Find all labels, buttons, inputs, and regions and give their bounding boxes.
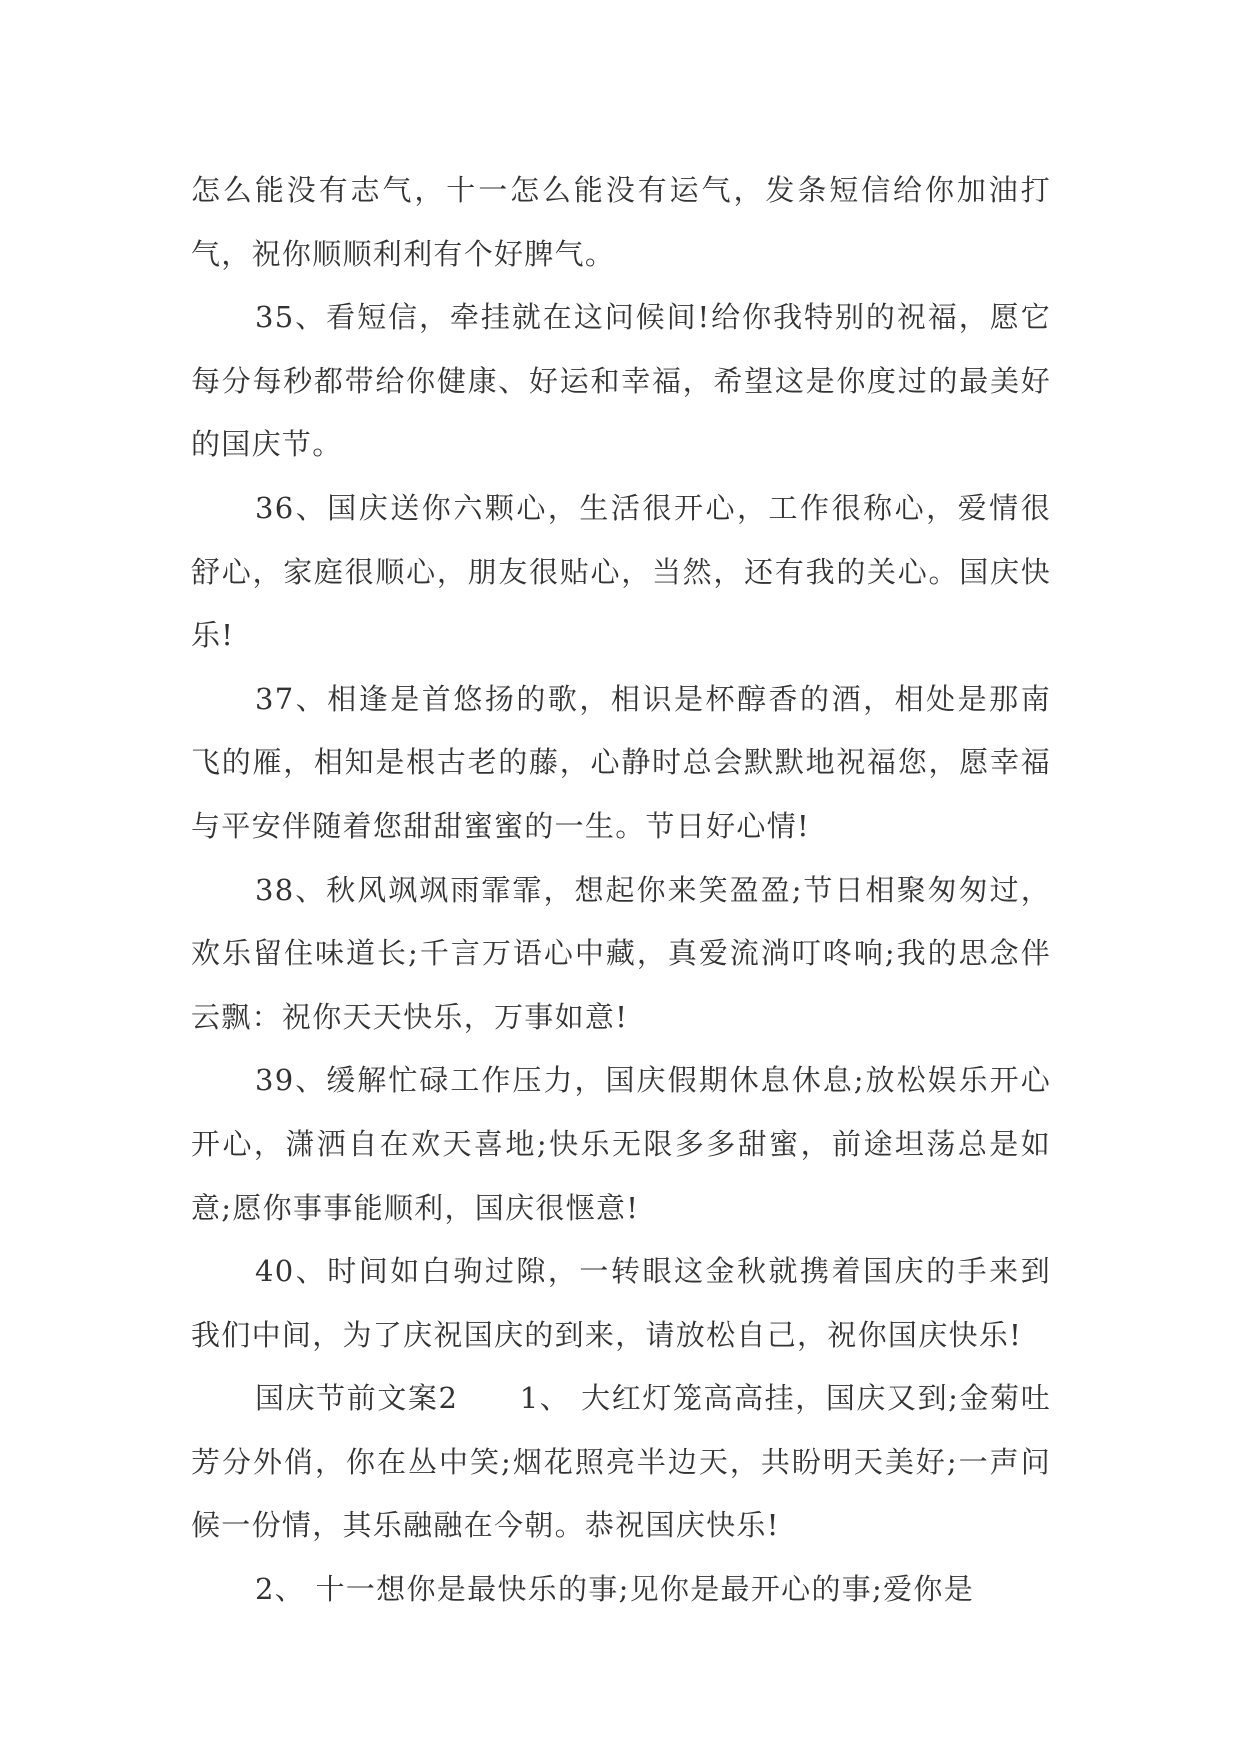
paragraph-continuation: 怎么能没有志气，十一怎么能没有运气，发条短信给你加油打气，祝你顺顺利利有个好脾气。 [191,173,1051,271]
paragraph-item-35: 35、看短信，牵挂就在这问候间!给你我特别的祝福，愿它每分每秒都带给你健康、好运和幸福，希望这是你度过的最美好的国庆节。 [191,300,1051,462]
paragraph-section-2-item-2: 2、 十一想你是最快乐的事;见你是最开心的事;爱你是 [255,1572,975,1607]
document-body [191,159,1051,1622]
paragraph-item-36: 36、国庆送你六颗心，生活很开心，工作很称心，爱情很舒心，家庭很顺心，朋友很贴心，当然，还有我的关心。国庆快乐! [191,490,1051,653]
paragraph-item-37: 37、相逢是首悠扬的歌，相识是杯醇香的酒，相处是那南飞的雁，相知是根古老的藤，心静时总会默默地祝福您，愿幸福与平安伴随着您甜甜蜜蜜的一生。节日好心情! [191,681,1051,843]
paragraph-item-38: 38、秋风飒飒雨霏霏，想起你来笑盈盈;节日相聚匆匆过，欢乐留住味道长;千言万语心中藏，真爱流淌叮咚响;我的思念伴云飘：祝你天天快乐，万事如意! [191,872,1051,1034]
paragraph-item-40: 40、时间如白驹过隙，一转眼这金秋就携着国庆的手来到我们中间，为了庆祝国庆的到来，请放松自己，祝你国庆快乐! [191,1254,1051,1352]
paragraph-section-2-item-1: 国庆节前文案2 1、 大红灯笼高高挂，国庆又到;金菊吐芳分外俏，你在丛中笑;烟花照亮半边天，共盼明天美好;一声问候一份情，其乐融融在今朝。恭祝国庆快乐! [191,1381,1051,1543]
paragraph-item-39: 39、缓解忙碌工作压力，国庆假期休息休息;放松娱乐开心开心，潇洒自在欢天喜地;快乐无限多多甜蜜，前途坦荡总是如意;愿你事事能顺利，国庆很惬意! [191,1063,1051,1225]
